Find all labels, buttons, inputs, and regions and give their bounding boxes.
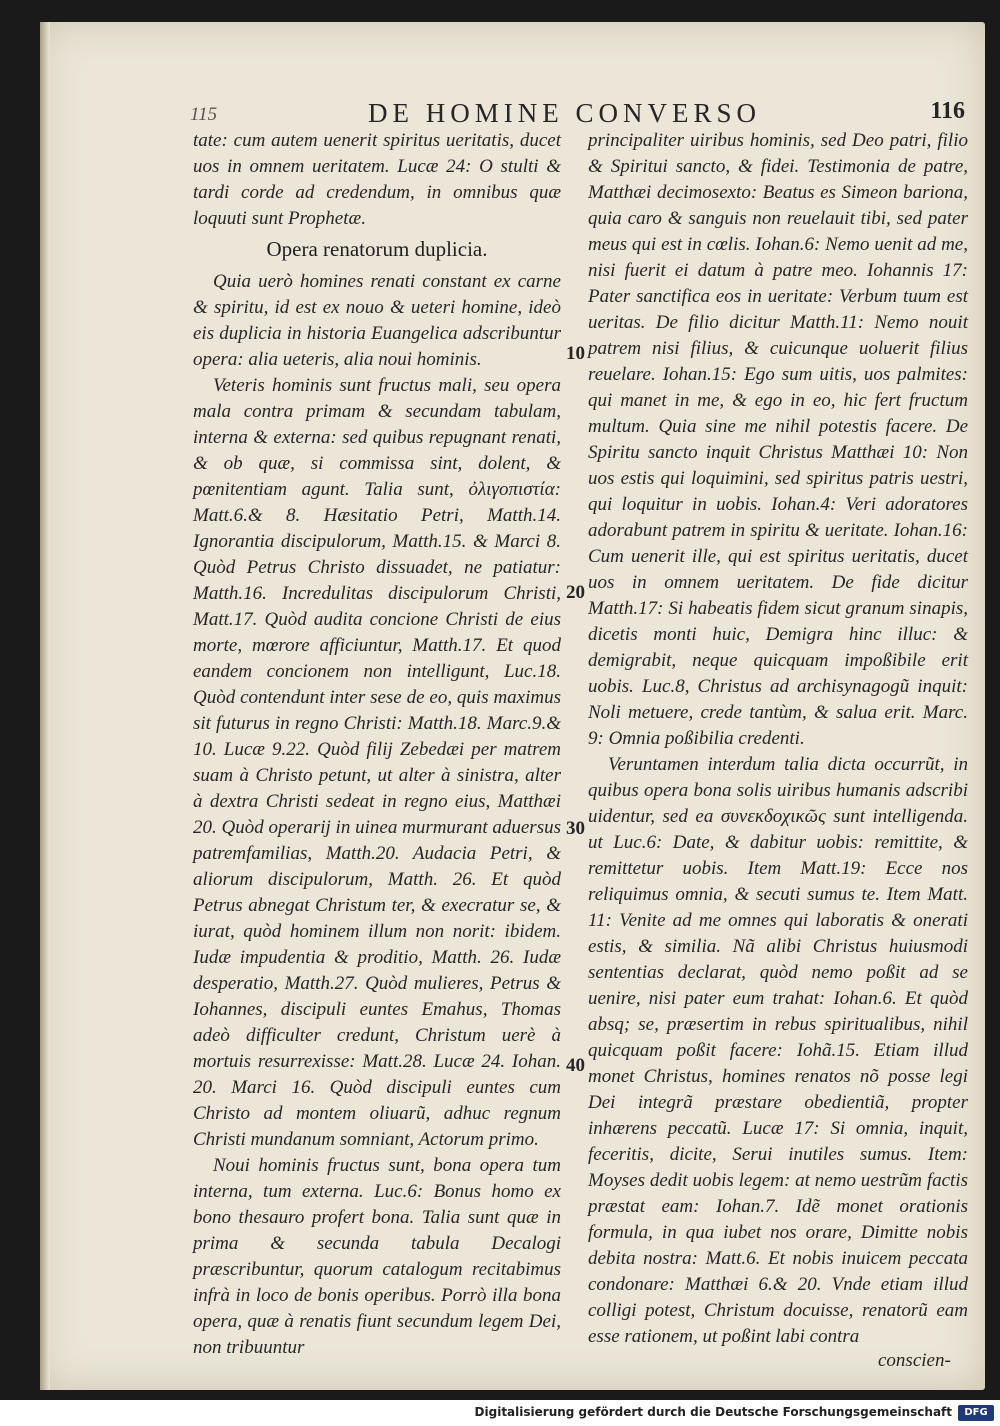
running-title: DE HOMINE CONVERSO bbox=[368, 98, 761, 128]
folio-right: 116 bbox=[930, 98, 965, 124]
funding-notice: Digitalisierung gefördert durch die Deutsche Forschungsgemeinschaft bbox=[474, 1405, 952, 1419]
left-paragraph-2: Veteris hominis sunt fructus mali, seu opera mala contra primam & secundam tabulam, interna & externa: sed quibus repugnant renati, & ob quæ, si commissa sint, dolent, & pœnitentiam agunt. Talia sunt, ὀλιγοπιστία: Matt.6.& 8. Hæsitatio Petri, Matth.14. Ignorantia discipulorum, Matth.15. & Marci 8. Quòd Petrus Christo dissuadet, ne patiatur: Matth.16. Incredulitas discipulorum Christi, Matt.17. Quòd audita concione Christi de eius morte, mœrore afficiuntur, Matth.17. Et quod eandem concionem non intelligunt, Luc.18. Quòd contendunt inter sese de eo, quis maximus sit futurus in regno Christi: Matth.18. Marc.9.& 10. Lucæ 9.22. Quòd filij Zebedæi per matrem suam à Christo petunt, ut alter à sinistra, alter à dextra Christi sedeat in regno eius, Matthæi 20. Quòd operarij in uinea murmurant aduersus patremfamilias, Matth.20. Audacia Petri, & aliorum discipulorum, Matth. 26. Et quòd Petrus abnegat Christum ter, & execratur se, & iurat, quòd hominem illum non norit: ibidem. Iudæ impudentia & proditio, Matth. 26. Iudæ desperatio, Matth.27. Quòd mulieres, Petrus & Iohannes, discipuli euntes Emahus, Thomas adeò difficulter credunt, Christum uerè à mortuis resurrexisse: Matt.28. Lucæ 24. Iohan. 20. Marci 16. Quòd discipuli euntes cum Christo ad montem oliuarũ, adhuc regnum Christi mundanum somniant, Actorum primo. bbox=[193, 375, 561, 1150]
line-number-40: 40 bbox=[566, 1055, 585, 1076]
page-gutter-shadow bbox=[40, 22, 50, 1390]
folio-left: 115 bbox=[190, 104, 218, 125]
line-number-30: 30 bbox=[566, 818, 585, 839]
left-intro-paragraph: tate: cum autem uenerit spiritus ueritatis, ducet uos in omnem ueritatem. Lucæ 24: O stulti & tardi corde ad credendum, in omnibus quæ loquuti sunt Prophetæ. bbox=[193, 130, 561, 229]
right-paragraph-2: Veruntamen interdum talia dicta occurrũt, in quibus opera bona solis uiribus humanis adscribi uidentur, sed ea συνεκδοχικῶς sunt intelligenda. ut Luc.6: Date, & dabitur uobis: remittite, & remittetur uobis. Item Matt.19: Ecce nos reliquimus omnia, & secuti sumus te. Item Matt. 11: Venite ad me omnes qui laboratis & onerati estis, & similia. Nã alibi Christus huiusmodi sententias declarat, quòd nemo poßit ad se uenire, nisi pater eum trahat: Iohan.6. Et quòd absq; se, præsertim in rebus spiritualibus, nihil quicquam poßit facere: Iohã.15. Etiam illud monet Christus, homines renatos nõ posse legi Dei integrã præstare obedientiã, propter inhærens peccatũ. Lucæ 17: Si omnia, inquit, feceritis, dicite, Serui inutiles sumus. Item: Moyses dedit uobis legem: at nemo uestrũm factis præstat eam: Iohan.7. Idẽ monet orationis formula, in qua iubet nos orare, Dimitte nobis debita nostra: Matt.6. Et nobis inuicem peccata condonare: Matthæi 6.& 20. Vnde etiam illud colligi potest, Christum docuisse, renatorũ eam esse rationem, ut poßint labi contra bbox=[588, 754, 968, 1347]
left-column bbox=[193, 128, 561, 1361]
left-paragraph-1: Quia uerò homines renati constant ex carne & spiritu, id est ex nouo & ueteri homine, ideò eis duplicia in historia Euangelica adscribuntur opera: alia ueteris, alia noui hominis. bbox=[193, 271, 561, 370]
dfg-logo-icon[interactable]: DFG bbox=[958, 1405, 994, 1421]
footer-bar bbox=[0, 1400, 1000, 1426]
running-head bbox=[190, 98, 965, 130]
left-paragraph-3: Noui hominis fructus sunt, bona opera tum interna, tum externa. Luc.6: Bonus homo ex bono thesauro profert bona. Talia sunt quæ in prima & secunda tabula Decalogi præscribuntur, quorum catalogum recitabimus infrà in loco de bonis operibus. Porrò illa bona opera, quæ à renatis fiunt secundum legem Dei, non tribuuntur bbox=[193, 1155, 561, 1358]
right-paragraph-1: principaliter uiribus hominis, sed Deo patri, filio & Spiritui sancto, & fidei. Testimonia de patre, Matthæi decimosexto: Beatus es Simeon bariona, quia caro & sanguis non reuelauit tibi, sed pater meus qui est in cœlis. Iohan.6: Nemo uenit ad me, nisi fuerit ei datum à patre meo. Iohannis 17: Pater sanctifica eos in ueritate: Verbum tuum est ueritas. De filio dicitur Matth.11: Nemo nouit patrem nisi filius, & cuicunque uoluerit filius reuelare. Iohan.15: Ego sum uitis, uos palmites: qui manet in me, & ego in eo, hic fert fructum multum. Quia sine me nihil potestis facere. De Spiritu sancto inquit Christus Matthæi 10: Non uos estis qui loquimini, sed spiritus patris uestri, qui loquitur in uobis. Iohan.4: Veri adoratores adorabunt patrem in spiritu & ueritate. Iohan.16: Cum uenerit ille, qui est spiritus ueritatis, ducet uos in omnem ueritatem. De fide dicitur Matth.17: Si habeatis fidem sicut granum sinapis, dicetis monti huic, Demigra hinc illuc: & demigrabit, neque quicquam impoßibile erit uobis. Luc.8, Christus ad archisynagogũ inquit: Noli metuere, crede tantùm, & salua erit. Marc. 9: Omnia poßibilia credenti. bbox=[588, 130, 968, 749]
catchword: conscien- bbox=[878, 1350, 951, 1371]
line-number-20: 20 bbox=[566, 582, 585, 603]
line-number-10: 10 bbox=[566, 343, 585, 364]
section-heading: Opera renatorum duplicia. bbox=[266, 237, 488, 261]
right-column bbox=[588, 128, 968, 1350]
